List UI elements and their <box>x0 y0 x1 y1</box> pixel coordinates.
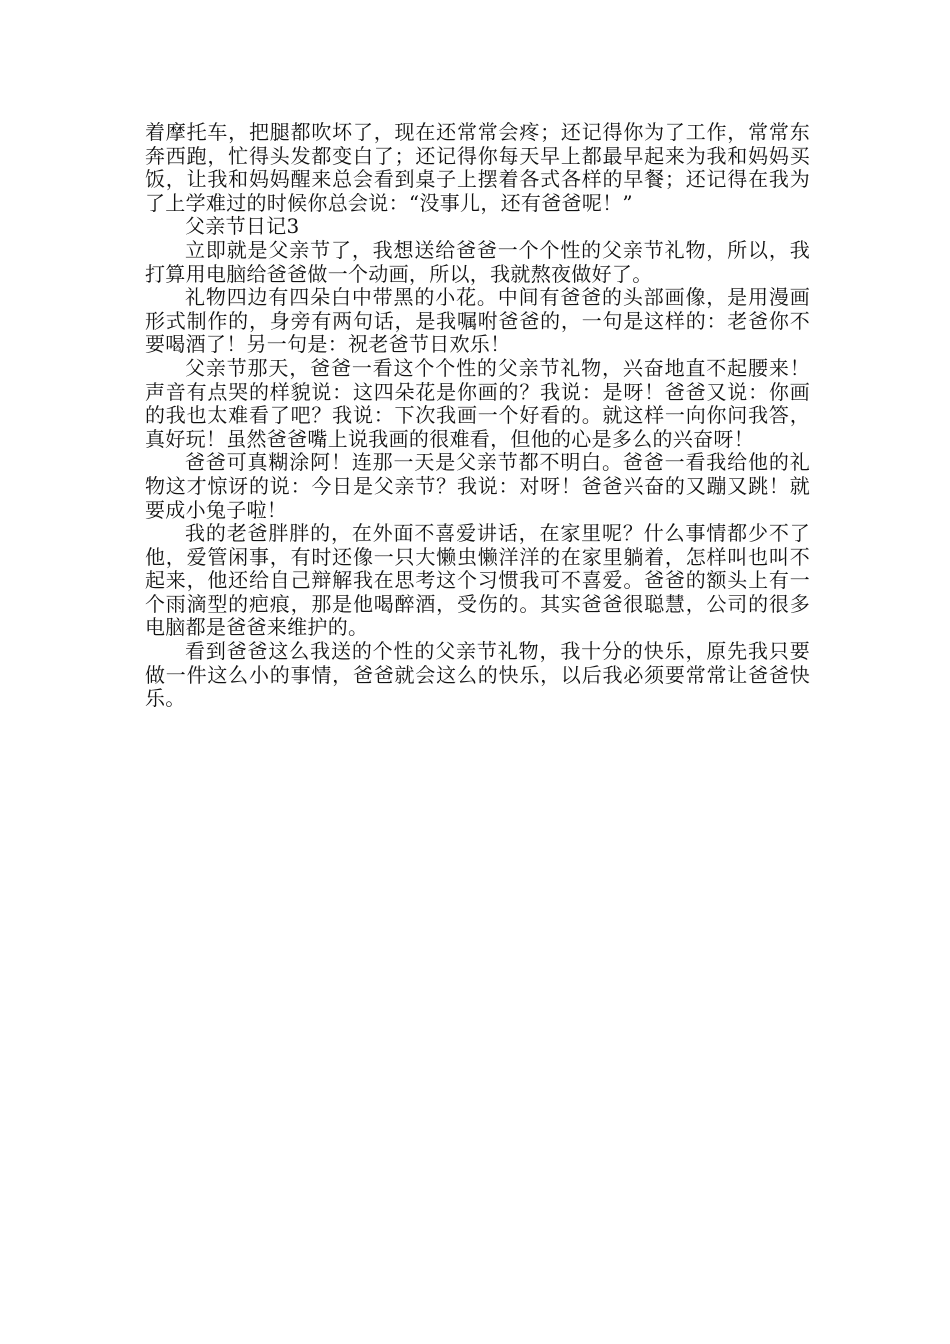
paragraph-2: 立即就是父亲节了，我想送给爸爸一个个性的父亲节礼物，所以，我打算用电脑给爸爸做一个动画，所以，我就熬夜做好了。 <box>145 237 810 286</box>
paragraph-1: 着摩托车，把腿都吹坏了，现在还常常会疼；还记得你为了工作，常常东奔西跑，忙得头发都变白了；还记得你每天早上都最早起来为我和妈妈买饭，让我和妈妈醒来总会看到桌子上摆着各式各样的早餐；还记得在我为了上学难过的时候你总会说：“没事儿，还有爸爸呢！” <box>145 120 810 215</box>
section-heading: 父亲节日记3 <box>185 214 300 239</box>
document-body <box>145 121 810 711</box>
paragraph-3: 礼物四边有四朵白中带黑的小花。中间有爸爸的头部画像，是用漫画形式制作的，身旁有两句话，是我嘱咐爸爸的，一句是这样的：老爸你不要喝酒了！另一句是：祝老爸节日欢乐！ <box>145 285 810 357</box>
paragraph-7: 看到爸爸这么我送的个性的父亲节礼物，我十分的快乐，原先我只要做一件这么小的事情，爸爸就会这么的快乐，以后我必须要常常让爸爸快乐。 <box>145 639 810 711</box>
paragraph-6: 我的老爸胖胖的，在外面不喜爱讲话，在家里呢？什么事情都少不了他，爱管闲事，有时还像一只大懒虫懒洋洋的在家里躺着，怎样叫也叫不起来，他还给自己辩解我在思考这个习惯我可不喜爱。爸爸的额头上有一个雨滴型的疤痕，那是他喝醉酒，受伤的。其实爸爸很聪慧，公司的很多电脑都是爸爸来维护的。 <box>145 521 810 640</box>
paragraph-4: 父亲节那天，爸爸一看这个个性的父亲节礼物，兴奋地直不起腰来！声音有点哭的样貌说：这四朵花是你画的？我说：是呀！爸爸又说：你画的我也太难看了吧？我说：下次我画一个好看的。就这样一向你问我答，真好玩！虽然爸爸嘴上说我画的很难看，但他的心是多么的兴奋呀！ <box>145 355 810 451</box>
paragraph-5: 爸爸可真糊涂阿！连那一天是父亲节都不明白。爸爸一看我给他的礼物这才惊讶的说：今日是父亲节？我说：对呀！爸爸兴奋的又蹦又跳！就要成小兔子啦！ <box>145 450 810 522</box>
